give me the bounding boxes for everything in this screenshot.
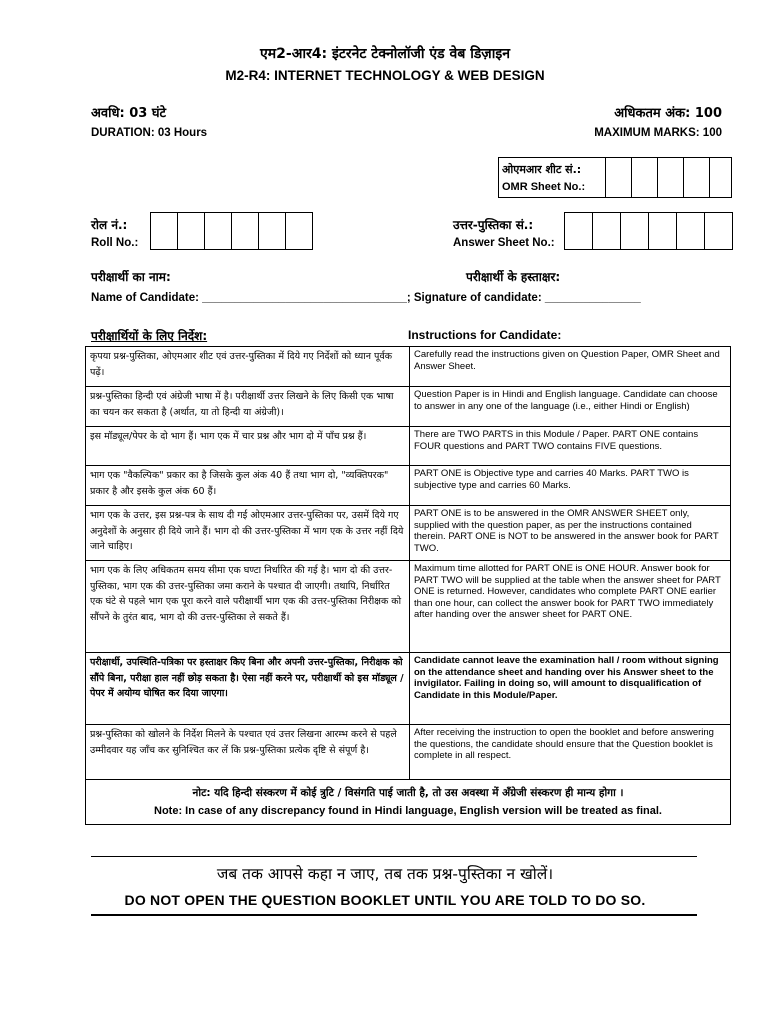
instruction-english: Question Paper is in Hindi and English language. Candidate can choose to answer in any one of the language (i.e., either Hindi or English) [410, 387, 731, 427]
max-marks-hindi: अधिकतम अंक: 100 [614, 106, 722, 121]
instruction-hindi: प्रश्न-पुस्तिका हिन्दी एवं अंग्रेजी भाषा में है। परीक्षार्थी उत्तर लिखने के लिए किसी एक भाषा का चयन कर सकता है (अर्थात, या तो हिन्दी या अंग्रेजी)। [86, 387, 410, 427]
divider-line-bottom [91, 914, 697, 916]
instruction-english: PART ONE is Objective type and carries 40 Marks. PART TWO is subjective type and carries 60 Marks. [410, 466, 731, 506]
instructions-heading-hindi: परीक्षार्थियों के लिए निर्देश: [91, 329, 208, 343]
candidate-name-signature-line[interactable]: Name of Candidate: ________________________________; Signature of candidate: _______________ [91, 292, 641, 304]
roll-label-hindi: रोल नं.: [91, 218, 128, 232]
title-hindi: एम2-आर4: इंटरनेट टेक्नोलॉजी एंड वेब डिज़ाइन [260, 46, 510, 62]
instruction-row [86, 561, 731, 653]
warning-english: DO NOT OPEN THE QUESTION BOOKLET UNTIL YOU ARE TOLD TO DO SO. [124, 892, 646, 908]
instructions-heading-english: Instructions for Candidate: [408, 328, 562, 342]
instruction-row [86, 347, 731, 387]
note-hindi: नोट: यदि हिन्दी संस्करण में कोई त्रुटि / विसंगति पाई जाती है, तो उस अवस्था में अँग्रेजी संस्करण ही मान्य होगा । [192, 787, 624, 799]
omr-sheet-field [498, 157, 732, 198]
instruction-hindi: भाग एक "वैकल्पिक" प्रकार का है जिसके कुल अंक 40 हैं तथा भाग दो, "व्यक्तिपरक" प्रकार है और इसके कुल अंक 60 हैं। [86, 466, 410, 506]
answer-sheet-label-hindi: उत्तर-पुस्तिका सं.: [453, 218, 534, 232]
instruction-hindi: कृपया प्रश्न-पुस्तिका, ओएमआर शीट एवं उत्तर-पुस्तिका में दिये गए निर्देशों को ध्यान पूर्वक पढ़ें। [86, 347, 410, 387]
instruction-row [86, 506, 731, 561]
instruction-english: After receiving the instruction to open the booklet and before answering the questions, the candidate should ensure that the Question booklet is complete in all respect. [410, 725, 731, 780]
omr-label-english: OMR Sheet No.: [502, 181, 586, 193]
max-marks-english: MAXIMUM MARKS: 100 [594, 127, 722, 139]
instruction-english: Candidate cannot leave the examination hall / room without signing on the attendance sheet and handing over his Answer sheet to the invigilator. Failing in doing so, will amount to disqualification of Candidate in this Module/Paper. [410, 653, 731, 725]
instruction-row [86, 427, 731, 466]
warning-hindi: जब तक आपसे कहा न जाए, तब तक प्रश्न-पुस्तिका न खोलें। [216, 865, 554, 883]
instructions-table [85, 346, 731, 825]
instruction-hindi: भाग एक के लिए अधिकतम समय सीमा एक घण्टा निर्धारित की गई है। भाग दो की उत्तर-पुस्तिका, भाग एक की उत्तर-पुस्तिका जमा कराने के पश्चात दी जाएगी। तथापि, निर्धारित एक घंटे से पहले भाग एक पूरा करने वाले परीक्षार्थी भाग एक की उत्तर-पुस्तिका निरीक्षक को सौंपने के तुरंत बाद, भाग दो की उत्तर-पुस्तिका ले सकते हैं। [86, 561, 410, 653]
answer-sheet-number-boxes[interactable] [564, 212, 733, 250]
instruction-row [86, 653, 731, 725]
title-english: M2-R4: INTERNET TECHNOLOGY & WEB DESIGN [225, 68, 545, 83]
omr-label-hindi: ओएमआर शीट सं.: [502, 163, 582, 176]
instruction-english: There are TWO PARTS in this Module / Paper. PART ONE contains FOUR questions and PART TWO contains FIVE questions. [410, 427, 731, 466]
instruction-hindi: भाग एक के उत्तर, इस प्रश्न-पत्र के साथ दी गई ओएमआर उत्तर-पुस्तिका पर, उसमें दिये गए अनुदेशों के अनुसार ही दिये जाने हैं। भाग दो की उत्तर-पुस्तिका में भाग एक के उत्तर नहीं दिये जाने चाहिए। [86, 506, 410, 561]
instruction-row [86, 725, 731, 780]
instruction-row [86, 387, 731, 427]
candidate-name-label-hindi: परीक्षार्थी का नाम: [91, 270, 171, 284]
note-row [86, 780, 731, 825]
instruction-english: Maximum time allotted for PART ONE is ONE HOUR. Answer book for PART TWO will be supplied at the table when the answer sheet for PART ONE is returned. However, candidates who complete PART ONE earlier than one hour, can collect the answer book for PART TWO immediately after handing over the answer sheet for PART ONE. [410, 561, 731, 653]
note-english: Note: In case of any discrepancy found in Hindi language, English version will be treated as final. [154, 805, 662, 817]
discrepancy-note [86, 780, 731, 825]
instruction-hindi: इस मॉड्यूल/पेपर के दो भाग हैं। भाग एक में चार प्रश्न और भाग दो में पाँच प्रश्न हैं। [86, 427, 410, 466]
duration-english: DURATION: 03 Hours [91, 127, 208, 139]
instruction-english: Carefully read the instructions given on Question Paper, OMR Sheet and Answer Sheet. [410, 347, 731, 387]
roll-label-english: Roll No.: [91, 237, 139, 249]
omr-number-boxes[interactable] [605, 158, 735, 197]
instruction-english: PART ONE is to be answered in the OMR ANSWER SHEET only, supplied with the question paper, as per the instructions contained therein. PART ONE is NOT to be answered in the answer book for PART TWO. [410, 506, 731, 561]
instruction-hindi: परीक्षार्थी, उपस्थिति-पत्रिका पर हस्ताक्षर किए बिना और अपनी उत्तर-पुस्तिका, निरीक्षक को सौंपे बिना, परीक्षा हाल नहीं छोड़ सकता है। ऐसा नहीं करने पर, परीक्षार्थी को इस मॉड्यूल / पेपर में अयोग्य घोषित कर दिया जाएगा। [86, 653, 410, 725]
duration-hindi: अवधि: 03 घंटे [91, 106, 167, 121]
signature-label-hindi: परीक्षार्थी के हस्ताक्षर: [466, 270, 561, 284]
instruction-row [86, 466, 731, 506]
divider-line [91, 856, 697, 857]
roll-number-boxes[interactable] [150, 212, 313, 250]
instruction-hindi: प्रश्न-पुस्तिका को खोलने के निर्देश मिलने के पश्चात एवं उत्तर लिखना आरम्भ करने से पहले उम्मीदवार यह जाँच कर सुनिश्चित कर लें कि प्रश्न-पुस्तिका प्रत्येक दृष्टि से संपूर्ण है। [86, 725, 410, 780]
answer-sheet-label-english: Answer Sheet No.: [453, 237, 555, 249]
